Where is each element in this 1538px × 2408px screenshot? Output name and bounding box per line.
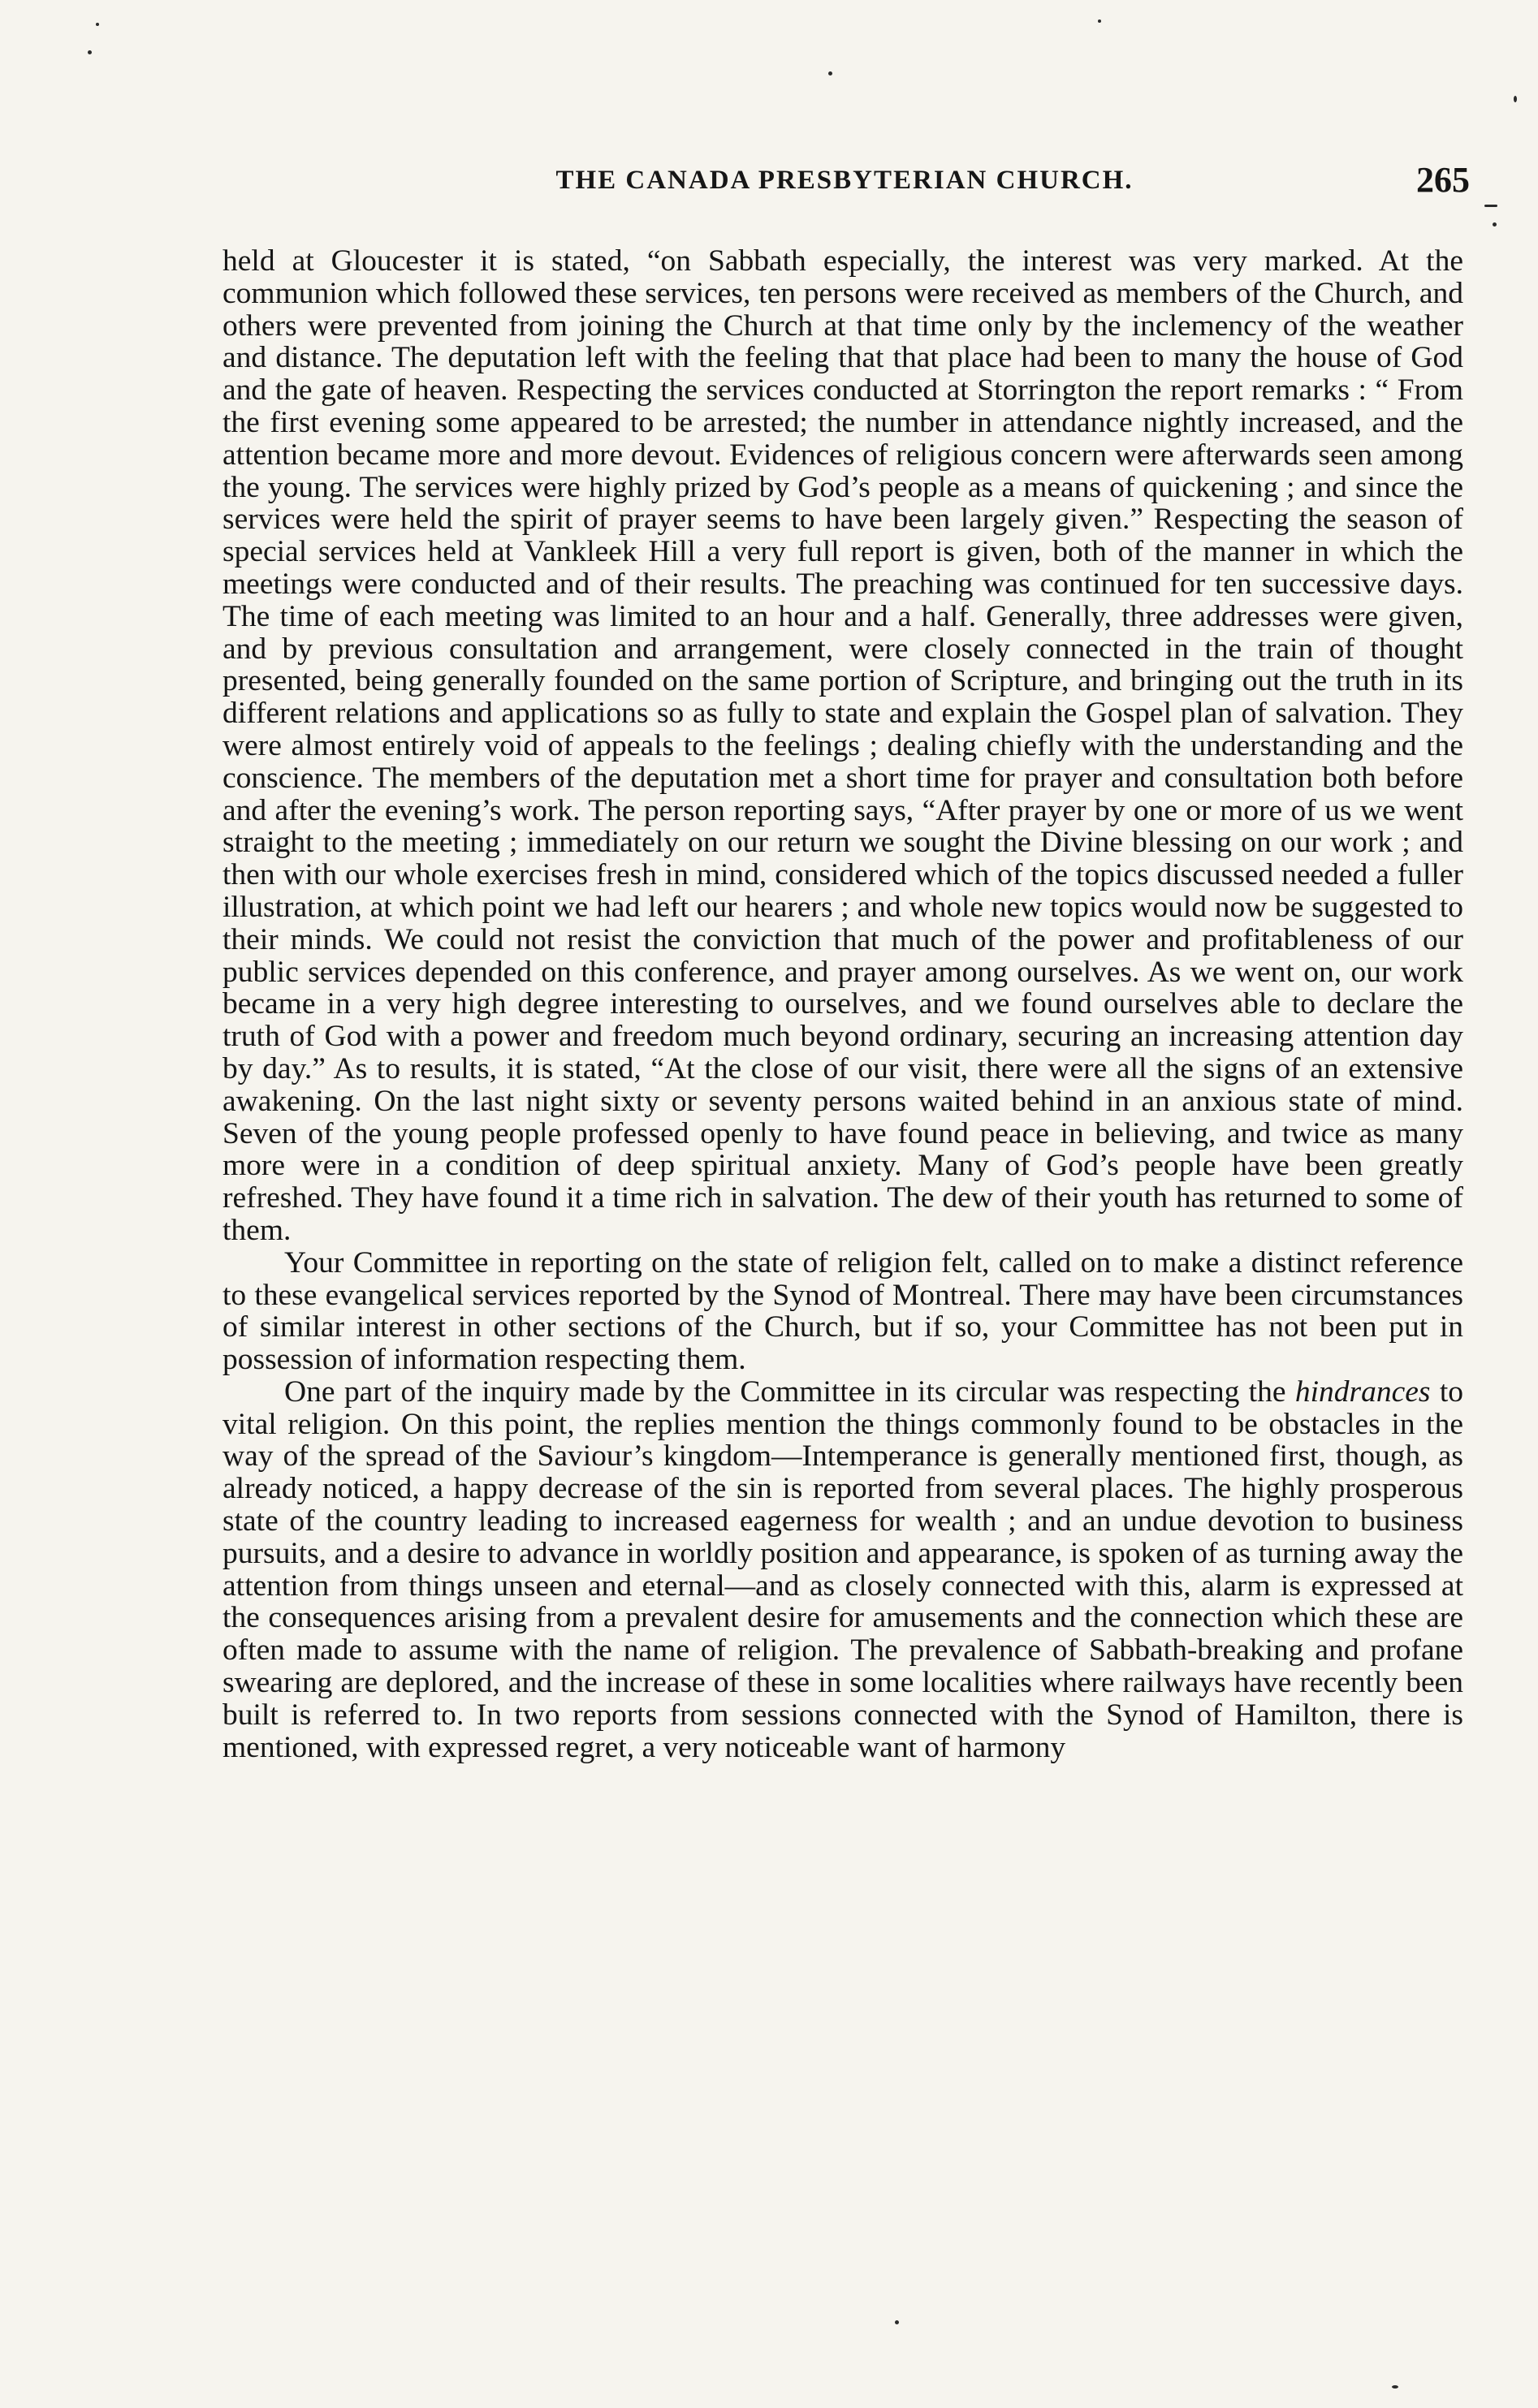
- scan-speck: [96, 23, 99, 26]
- hindrances-rest-text: to vital religion. On this point, the replies mention the things commonly found to be obstacles in the way of the spread of the Saviour’s kingdom—Intemperance is generally mentioned first, though, as already noticed, a happy decrease of the sin is reported from several places. The highly prosperous state of the country leading to increased eagerness for wealth ; and an undue devotion to business pursuits, and a desire to advance in worldly position and appearance, is spoken of as turning away the attention from things unseen and eternal—and as closely connected with this, alarm is expressed at the consequences arising from a prevalent desire for amusements and the connection which these are often made to assume with the name of religion. The prevalence of Sabbath-breaking and profane swearing are deplored, and the increase of these in some localities where railways have recently been built is referred to. In two reports from sessions connected with the Synod of Hamilton, there is mentioned, with expressed regret, a very noticeable want of harmony: [222, 1374, 1463, 1764]
- paragraph-continued: held at Gloucester it is stated, “on Sabbath especially, the interest was very marked. At the communion which followed these services, ten persons were received as members of the Church, and others were prevented from joining the Church at that time only by the inclemency of the weather and distance. The deputation left with the feeling that that place had been to many the house of God and the gate of heaven. Respecting the services conducted at Storrington the report remarks : “ From the first evening some appeared to be arrested; the number in attendance nightly increased, and the attention became more and more devout. Evidences of religious concern were afterwards seen among the young. The services were highly prized by God’s people as a means of quickening ; and since the services were held the spirit of prayer seems to have been largely given.” Respecting the season of special services held at Vankleek Hill a very full report is given, both of the manner in which the meetings were conducted and of their results. The preaching was continued for ten successive days. The time of each meeting was limited to an hour and a half. Generally, three addresses were given, and by previous consultation and arrangement, were closely connected in the train of thought presented, being generally founded on the same portion of Scripture, and bringing out the truth in its different relations and applications so as fully to state and explain the Gospel plan of salvation. They were almost entirely void of appeals to the feelings ; dealing chiefly with the understanding and the conscience. The members of the deputation met a short time for prayer and consultation both before and after the evening’s work. The person reporting says, “After prayer by one or more of us we went straight to the meeting ; immediately on our return we sought the Divine blessing on our work ; and then with our whole exercises fresh in mind, considered which of the topics discussed needed a fuller illustration, at which point we had left our hearers ; and whole new topics would now be suggested to their minds. We could not resist the conviction that much of the power and profitableness of our public services depended on this conference, and prayer among ourselves. As we went on, our work became in a very high degree interesting to ourselves, and we found ourselves able to declare the truth of God with a power and freedom much beyond ordinary, securing an increasing attention day by day.” As to results, it is stated, “At the close of our visit, there were all the signs of an extensive awakening. On the last night sixty or seventy persons waited behind in an anxious state of mind. Seven of the young people professed openly to have found peace in believing, and twice as many more were in a condition of deep spiritual anxiety. Many of God’s people have been greatly refreshed. They have found it a time rich in salvation. The dew of their youth has returned to some of them.: [222, 244, 1463, 1247]
- hindrances-lead-text: One part of the inquiry made by the Committee in its circular was respecting the: [284, 1374, 1295, 1409]
- scan-speck: [1484, 205, 1497, 207]
- body-text: [222, 245, 1463, 1763]
- scan-speck: [1514, 96, 1517, 102]
- scan-speck: [1392, 2385, 1398, 2389]
- scan-speck: [828, 71, 832, 76]
- running-head: THE CANADA PRESBYTERIAN CHURCH.: [555, 166, 1134, 195]
- scan-speck: [895, 2320, 899, 2324]
- scan-speck: [88, 50, 92, 54]
- paragraph-hindrances: [222, 1376, 1463, 1764]
- scan-speck: [1098, 19, 1101, 23]
- paragraph-committee-report: Your Committee in reporting on the state of religion felt, called on to make a distinct reference to these evangelical services reported by the Synod of Montreal. There may have been circumstances of similar interest in other sections of the Church, but if so, your Committee has not been put in possession of information respecting them.: [222, 1245, 1463, 1377]
- page-header: [219, 159, 1470, 208]
- italic-term-hindrances: hindrances: [1294, 1374, 1431, 1409]
- scan-speck: [1493, 222, 1497, 227]
- page-number: 265: [1416, 160, 1470, 200]
